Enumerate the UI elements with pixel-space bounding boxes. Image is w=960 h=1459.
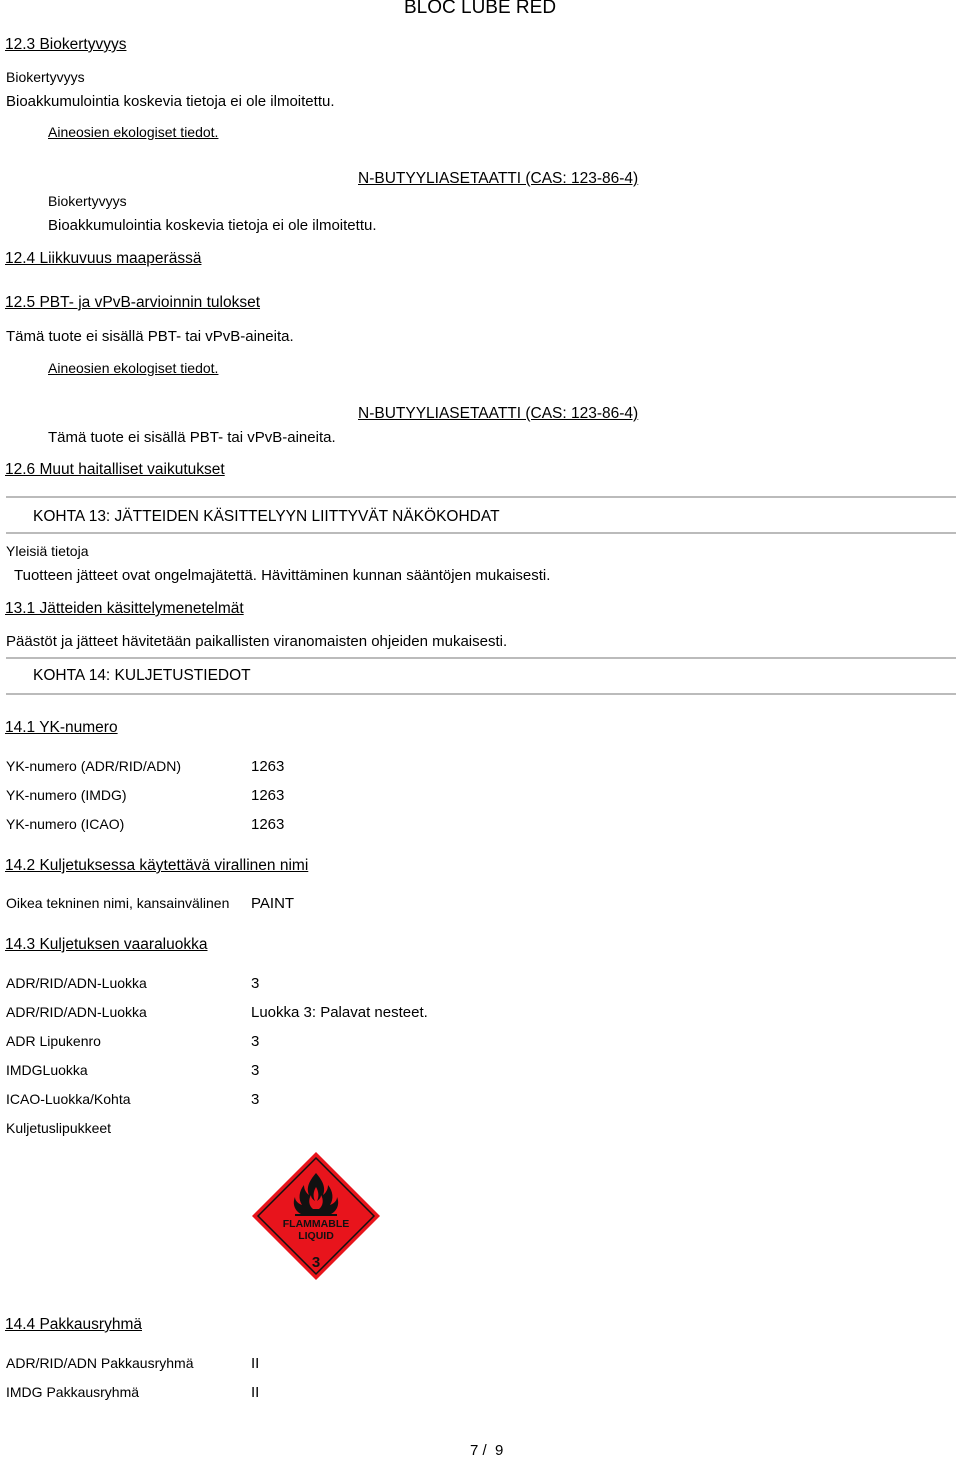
class-row-label: ADR Lipukenro bbox=[6, 1033, 101, 1049]
shipping-name-value: PAINT bbox=[251, 895, 295, 912]
un-row-label: YK-numero (ADR/RID/ADN) bbox=[6, 758, 182, 774]
packing-row-value: II bbox=[251, 1355, 260, 1372]
section-12-3-heading: 12.3 Biokertyvyys bbox=[5, 36, 127, 53]
product-name: BLOC LUBE RED bbox=[404, 0, 557, 18]
general-info-label: Yleisiä tietoja bbox=[6, 543, 89, 559]
un-row-value: 1263 bbox=[251, 787, 285, 804]
class-row-label: ADR/RID/ADN-Luokka bbox=[6, 975, 147, 991]
component-biokertyvyys-text: Bioakkumulointia koskevia tietoja ei ole ilmoitettu. bbox=[48, 217, 377, 234]
shipping-name-label: Oikea tekninen nimi, kansainvälinen bbox=[6, 895, 230, 911]
section-14-2-heading: 14.2 Kuljetuksessa käytettävä virallinen nimi bbox=[5, 857, 309, 874]
section-12-4-heading: 12.4 Liikkuvuus maaperässä bbox=[5, 250, 202, 267]
transport-labels-label: Kuljetuslipukkeet bbox=[6, 1120, 112, 1136]
flammable-liquid-label bbox=[251, 1151, 381, 1281]
cas-heading: N-BUTYYLIASETAATTI (CAS: 123-86-4) bbox=[358, 170, 639, 187]
section-14-3-heading: 14.3 Kuljetuksen vaaraluokka bbox=[5, 936, 208, 953]
hazard-label-line2: LIQUID bbox=[298, 1230, 334, 1242]
class-row-label: IMDGLuokka bbox=[6, 1062, 88, 1078]
un-row-value: 1263 bbox=[251, 816, 285, 833]
eco-info-link: Aineosien ekologiset tiedot. bbox=[48, 360, 219, 376]
class-row-value: 3 bbox=[251, 1091, 260, 1108]
class-row-value: 3 bbox=[251, 1062, 260, 1079]
general-info-text: Tuotteen jätteet ovat ongelmajätettä. Hävittäminen kunnan sääntöjen mukaisesti. bbox=[14, 567, 551, 584]
component-pbt-text: Tämä tuote ei sisällä PBT- tai vPvB-aineita. bbox=[48, 429, 336, 446]
biokertyvyys-text: Bioakkumulointia koskevia tietoja ei ole ilmoitettu. bbox=[6, 93, 335, 110]
packing-row-label: ADR/RID/ADN Pakkausryhmä bbox=[6, 1355, 194, 1371]
class-row-value: 3 bbox=[251, 1033, 260, 1050]
packing-row-value: II bbox=[251, 1384, 260, 1401]
section-13-1-heading: 13.1 Jätteiden käsittelymenetelmät bbox=[5, 600, 244, 617]
un-row-label: YK-numero (ICAO) bbox=[6, 816, 125, 832]
section-14-1-heading: 14.1 YK-numero bbox=[5, 719, 118, 736]
section-14-4-heading: 14.4 Pakkausryhmä bbox=[5, 1316, 142, 1333]
class-row-label: ADR/RID/ADN-Luokka bbox=[6, 1004, 147, 1020]
un-row-value: 1263 bbox=[251, 758, 285, 775]
section-13-title: KOHTA 13: JÄTTEIDEN KÄSITTELYYN LIITTYVÄT NÄKÖKOHDAT bbox=[33, 508, 500, 525]
class-row-value: 3 bbox=[251, 975, 260, 992]
cas-heading: N-BUTYYLIASETAATTI (CAS: 123-86-4) bbox=[358, 405, 639, 422]
class-row-value: Luokka 3: Palavat nesteet. bbox=[251, 1004, 428, 1021]
un-row-label: YK-numero (IMDG) bbox=[6, 787, 127, 803]
page-number: 7 / 9 bbox=[470, 1442, 504, 1459]
section-12-6-heading: 12.6 Muut haitalliset vaikutukset bbox=[5, 461, 225, 478]
flammable-diamond-icon bbox=[251, 1151, 381, 1281]
eco-info-link: Aineosien ekologiset tiedot. bbox=[48, 124, 219, 140]
component-biokertyvyys-label: Biokertyvyys bbox=[48, 193, 127, 209]
disposal-text: Päästöt ja jätteet hävitetään paikallisten viranomaisten ohjeiden mukaisesti. bbox=[6, 633, 508, 650]
section-12-5-heading: 12.5 PBT- ja vPvB-arvioinnin tulokset bbox=[5, 294, 261, 311]
section-14-title: KOHTA 14: KULJETUSTIEDOT bbox=[33, 667, 251, 684]
pbt-text: Tämä tuote ei sisällä PBT- tai vPvB-aineita. bbox=[6, 328, 294, 345]
section-13-banner bbox=[6, 496, 956, 534]
class-row-label: ICAO-Luokka/Kohta bbox=[6, 1091, 131, 1107]
hazard-class-number: 3 bbox=[311, 1254, 321, 1271]
hazard-label-line1: FLAMMABLE bbox=[282, 1218, 350, 1230]
packing-row-label: IMDG Pakkausryhmä bbox=[6, 1384, 140, 1400]
section-14-banner bbox=[6, 657, 956, 695]
biokertyvyys-label: Biokertyvyys bbox=[6, 69, 85, 85]
